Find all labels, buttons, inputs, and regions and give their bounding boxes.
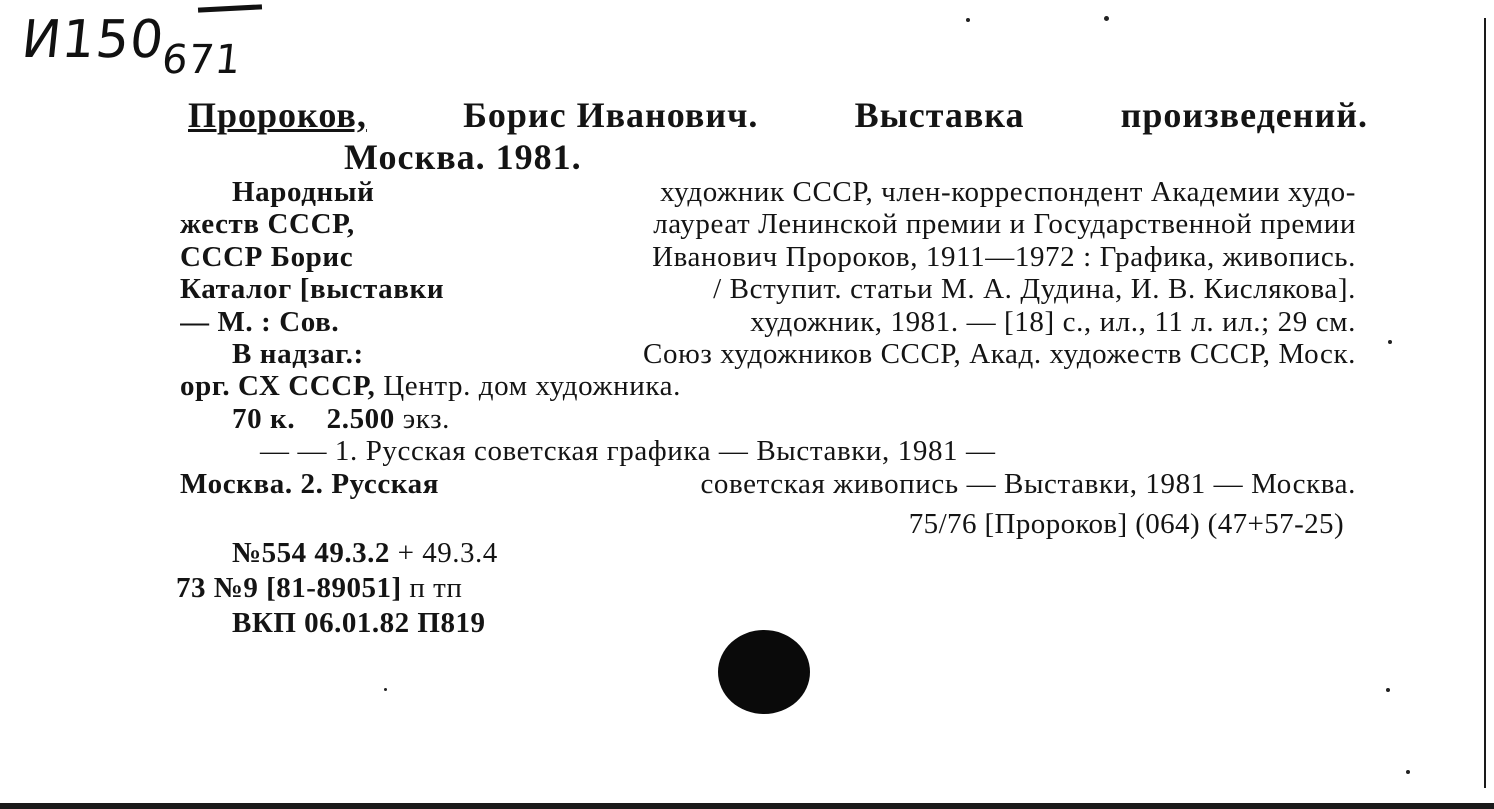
text-fragment: жеств СССР, <box>180 208 355 241</box>
description-line <box>180 306 1356 338</box>
description-line <box>180 370 1356 402</box>
subject-line <box>180 435 1356 467</box>
price-line <box>180 403 1356 435</box>
subject-line <box>180 468 1356 500</box>
text-fragment: Каталог [выставки <box>180 273 445 306</box>
description-line <box>180 208 1356 240</box>
card-edge-bottom <box>0 803 1494 809</box>
author-surname: Пророков, <box>188 95 367 135</box>
code-row <box>176 536 498 571</box>
text-fragment: лауреат Ленинской премии и Государственной премии <box>653 208 1356 241</box>
description-block <box>180 176 1356 500</box>
scan-speck <box>1388 340 1392 344</box>
description-line <box>180 338 1356 370</box>
text-fragment: — — 1. Русская советская графика — Выставки, 1981 — <box>260 435 996 468</box>
text-fragment: СССР Борис <box>180 240 354 273</box>
code-fragment: + 49.3.4 <box>397 537 498 569</box>
handwritten-card-number <box>18 10 247 83</box>
code-fragment: п тп <box>409 572 463 604</box>
description-line <box>180 241 1356 273</box>
code-fragment: №554 49.3.2 <box>232 537 390 569</box>
author-name: Борис Иванович. <box>463 95 759 135</box>
card-number-main: И150 <box>18 10 168 70</box>
description-line <box>180 273 1356 305</box>
card-number-sup: 671 <box>159 37 244 83</box>
heading-line-1 <box>188 94 1368 136</box>
code-row <box>176 571 498 606</box>
place-year: Москва. 1981. <box>344 137 582 177</box>
scan-speck <box>1104 16 1109 21</box>
text-fragment: орг. СХ СССР, <box>180 370 376 403</box>
title-word-2: произведений. <box>1120 95 1368 135</box>
text-fragment: Иванович Пророков, 1911—1972 : Графика, живопись. <box>652 240 1356 273</box>
text-fragment: советская живопись — Выставки, 1981 — Москва. <box>700 467 1356 500</box>
description-line <box>180 176 1356 208</box>
text-fragment: художник СССР, член-корреспондент Академии худо- <box>660 176 1356 208</box>
card-edge-right <box>1484 18 1486 788</box>
scan-speck <box>384 688 387 691</box>
card-heading <box>188 94 1368 178</box>
code-block <box>176 536 498 641</box>
print-run: 2.500 <box>326 402 395 435</box>
scan-speck <box>1386 688 1390 692</box>
print-run-unit: экз. <box>402 402 450 435</box>
text-fragment: художник, 1981. — [18] с., ил., 11 л. ил.; 29 см. <box>750 305 1356 338</box>
classification-index: 75/76 [Пророков] (064) (47+57-25) <box>908 508 1344 540</box>
text-fragment: Москва. 2. Русская <box>180 467 440 500</box>
scan-speck <box>1406 770 1410 774</box>
text-fragment: — М. : Сов. <box>180 305 340 338</box>
code-row: ВКП 06.01.82 П819 <box>232 607 486 639</box>
punch-hole <box>718 630 810 714</box>
text-fragment: Народный <box>232 176 375 208</box>
text-fragment: В надзаг.: <box>232 338 364 371</box>
price: 70 к. <box>232 402 296 435</box>
title-word-1: Выставка <box>854 95 1025 135</box>
text-fragment: / Вступит. статьи М. А. Дудина, И. В. Кислякова]. <box>713 273 1356 306</box>
text-fragment: Центр. дом художника. <box>383 370 681 403</box>
text-fragment: Союз художников СССР, Акад. художеств СССР, Моск. <box>643 338 1356 371</box>
heading-line-2 <box>188 136 1368 178</box>
scan-speck <box>966 18 970 22</box>
code-fragment: 73 №9 [81-89051] <box>176 572 402 604</box>
